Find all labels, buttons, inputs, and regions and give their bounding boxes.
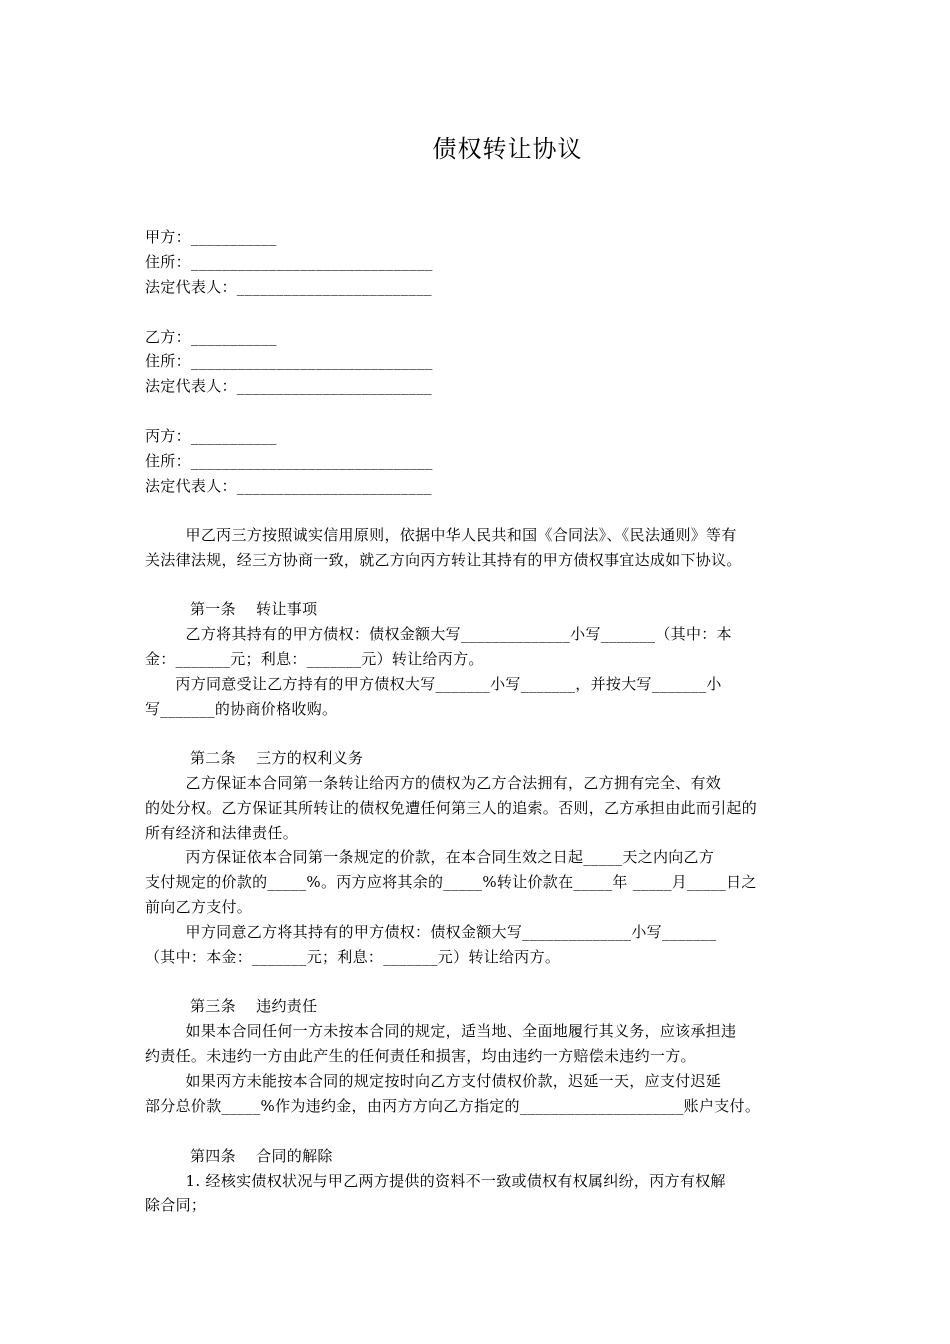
preamble-line: 甲乙丙三方按照诚实信用原则，依据中华人民共和国《合同法》、《民法通则》等有 [145, 526, 737, 544]
article-2-line: 支付规定的价款的_____%。丙方应将其余的_____%转让价款在_____年 _____月_____日之 [145, 873, 757, 891]
article-1-heading: 第一条 转让事项 [190, 600, 318, 618]
article-4-line: 除合同； [145, 1196, 207, 1214]
article-2-line: 的处分权。乙方保证其所转让的债权免遭任何第三人的追索。否则，乙方承担由此而引起的 [145, 799, 758, 817]
party-c-name: 丙方：___________ [145, 427, 277, 445]
party-b-name: 乙方：___________ [145, 328, 277, 346]
party-c-representative: 法定代表人：_________________________ [145, 477, 432, 495]
article-1-line: 乙方将其持有的甲方债权：债权金额大写______________小写_______（其中：本 [145, 625, 732, 643]
article-2-line: 前向乙方支付。 [145, 898, 253, 916]
article-2-line: （其中：本金：_______元；利息：_______元）转让给丙方。 [145, 948, 561, 966]
article-3-line: 如果本合同任何一方未按本合同的规定，适当地、全面地履行其义务，应该承担违 [145, 1022, 737, 1040]
article-4-heading: 第四条 合同的解除 [190, 1147, 333, 1165]
preamble-line: 关法律法规，经三方协商一致，就乙方向丙方转让其持有的甲方债权事宜达成如下协议。 [145, 551, 742, 569]
party-a-representative: 法定代表人：_________________________ [145, 278, 432, 296]
article-1-line: 丙方同意受让乙方持有的甲方债权大写_______小写_______，并按大写_______小 [145, 675, 722, 693]
article-2-line: 甲方同意乙方将其持有的甲方债权：债权金额大写______________小写_______ [145, 923, 717, 941]
party-b-address: 住所：_______________________________ [145, 352, 433, 370]
article-3-line: 部分总价款_____%作为违约金，由丙方方向乙方指定的_____________________账户支付。 [145, 1097, 761, 1115]
article-2-line: 丙方保证依本合同第一条规定的价款，在本合同生效之日起_____天之内向乙方 [145, 848, 715, 866]
article-3-heading: 第三条 违约责任 [190, 997, 318, 1015]
article-3-line: 约责任。未违约一方由此产生的任何责任和损害，均由违约一方赔偿未违约一方。 [145, 1047, 696, 1065]
party-b-representative: 法定代表人：_________________________ [145, 377, 432, 395]
article-1-line: 金：_______元；利息：_______元）转让给丙方。 [145, 650, 484, 668]
article-3-line: 如果丙方未能按本合同的规定按时向乙方支付债权价款，迟延一天，应支付迟延 [145, 1072, 722, 1090]
party-a-address: 住所：_______________________________ [145, 253, 433, 271]
party-c-address: 住所：_______________________________ [145, 452, 433, 470]
article-2-line: 所有经济和法律责任。 [145, 824, 299, 842]
document-title: 债权转让协议 [432, 135, 583, 163]
article-1-line: 写_______的协商价格收购。 [145, 700, 338, 718]
article-2-line: 乙方保证本合同第一条转让给丙方的债权为乙方合法拥有，乙方拥有完全、有效 [145, 774, 722, 792]
article-4-line: 1. 经核实债权状况与甲乙两方提供的资料不一致或债权有权属纠纷，丙方有权解 [145, 1172, 726, 1190]
party-a-name: 甲方：___________ [145, 228, 277, 246]
article-2-heading: 第二条 三方的权利义务 [190, 749, 364, 767]
